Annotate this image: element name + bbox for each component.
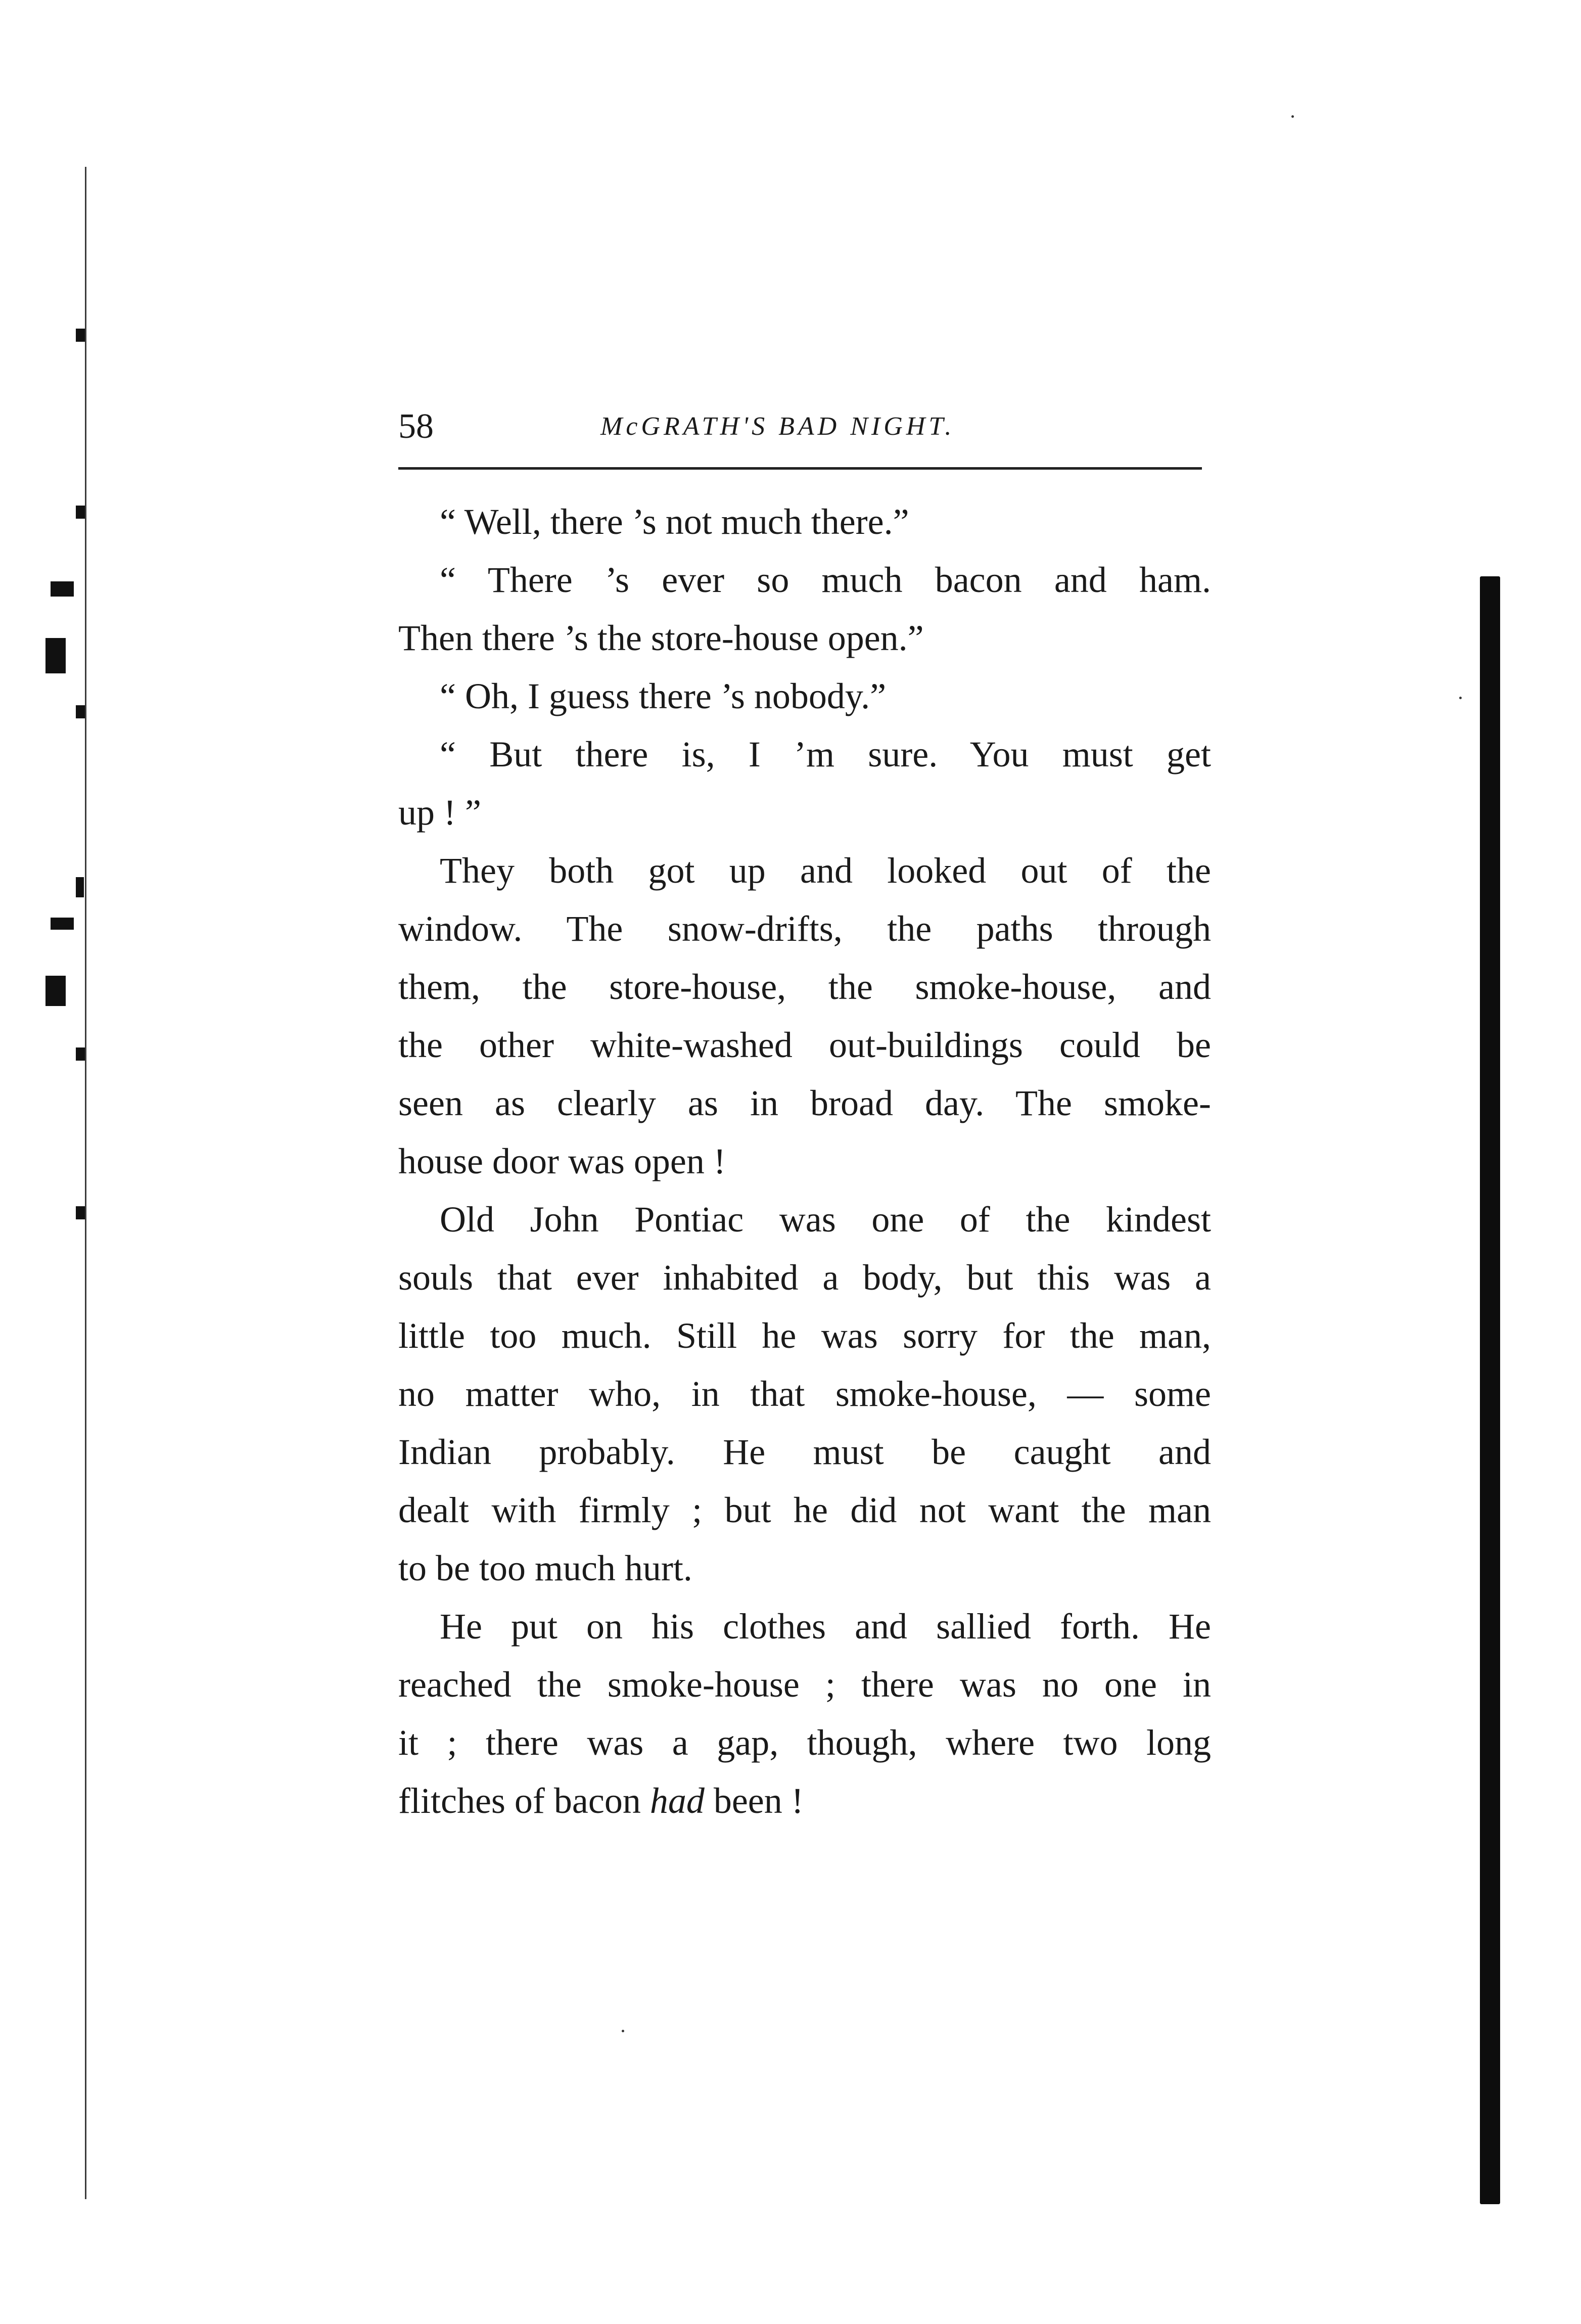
gutter-mark [51,918,74,930]
text-line: souls that ever inhabited a body, but this was a [398,1257,1211,1298]
binding-strip [1480,576,1500,2204]
gutter-edge [85,167,86,2199]
text-line-end: been ! [704,1781,804,1821]
body-text [398,493,1211,1830]
speck [622,2030,624,2032]
gutter-mark [45,638,66,673]
text-line: the other white-washed out-buildings could be [398,1025,1211,1065]
text-line: window. The snow-drifts, the paths through [398,908,1211,949]
italic-word: had [649,1781,705,1821]
text-line: “ Well, there ’s not much there.” [440,502,909,542]
gutter-mark [51,581,74,597]
text-line: it ; there was a gap, though, where two long [398,1722,1211,1763]
text-line: They both got up and looked out of the [440,850,1211,891]
speck [1291,115,1294,118]
text-line: “ But there is, I ’m sure. You must get [440,734,1211,774]
text-line: Indian probably. He must be caught and [398,1432,1211,1472]
text-line: little too much. Still he was sorry for the man, [398,1315,1211,1356]
gutter-mark [76,1047,85,1061]
gutter-mark [45,976,66,1006]
gutter-mark [76,1206,85,1219]
text-line: no matter who, in that smoke-house, — some [398,1374,1211,1414]
text-line: to be too much hurt. [398,1548,692,1588]
text-line: them, the store-house, the smoke-house, and [398,967,1211,1007]
text-line-start: flitches of bacon [398,1781,641,1821]
text-line: reached the smoke-house ; there was no one in [398,1664,1211,1705]
running-head [398,404,1207,450]
text-line: dealt with firmly ; but he did not want the man [398,1490,1211,1530]
gutter-mark [76,329,85,342]
header-rule [398,467,1202,470]
gutter-mark [76,705,85,718]
text-line [398,1772,1211,1830]
speck [1459,697,1462,699]
text-line: “ Oh, I guess there ’s nobody.” [440,676,887,716]
text-line: Then there ’s the store-house open.” [398,618,924,658]
gutter-mark [76,877,84,897]
text-line: house door was open ! [398,1141,726,1181]
running-title: McGRATH'S BAD NIGHT. [600,412,955,441]
text-line: He put on his clothes and sallied forth. He [440,1606,1211,1647]
text-line: “ There ’s ever so much bacon and ham. [440,560,1211,600]
gutter-mark [76,506,85,519]
page-number: 58 [398,407,434,446]
text-line: seen as clearly as in broad day. The smoke- [398,1083,1211,1123]
text-line: up ! ” [398,792,481,833]
text-line: Old John Pontiac was one of the kindest [440,1199,1211,1240]
